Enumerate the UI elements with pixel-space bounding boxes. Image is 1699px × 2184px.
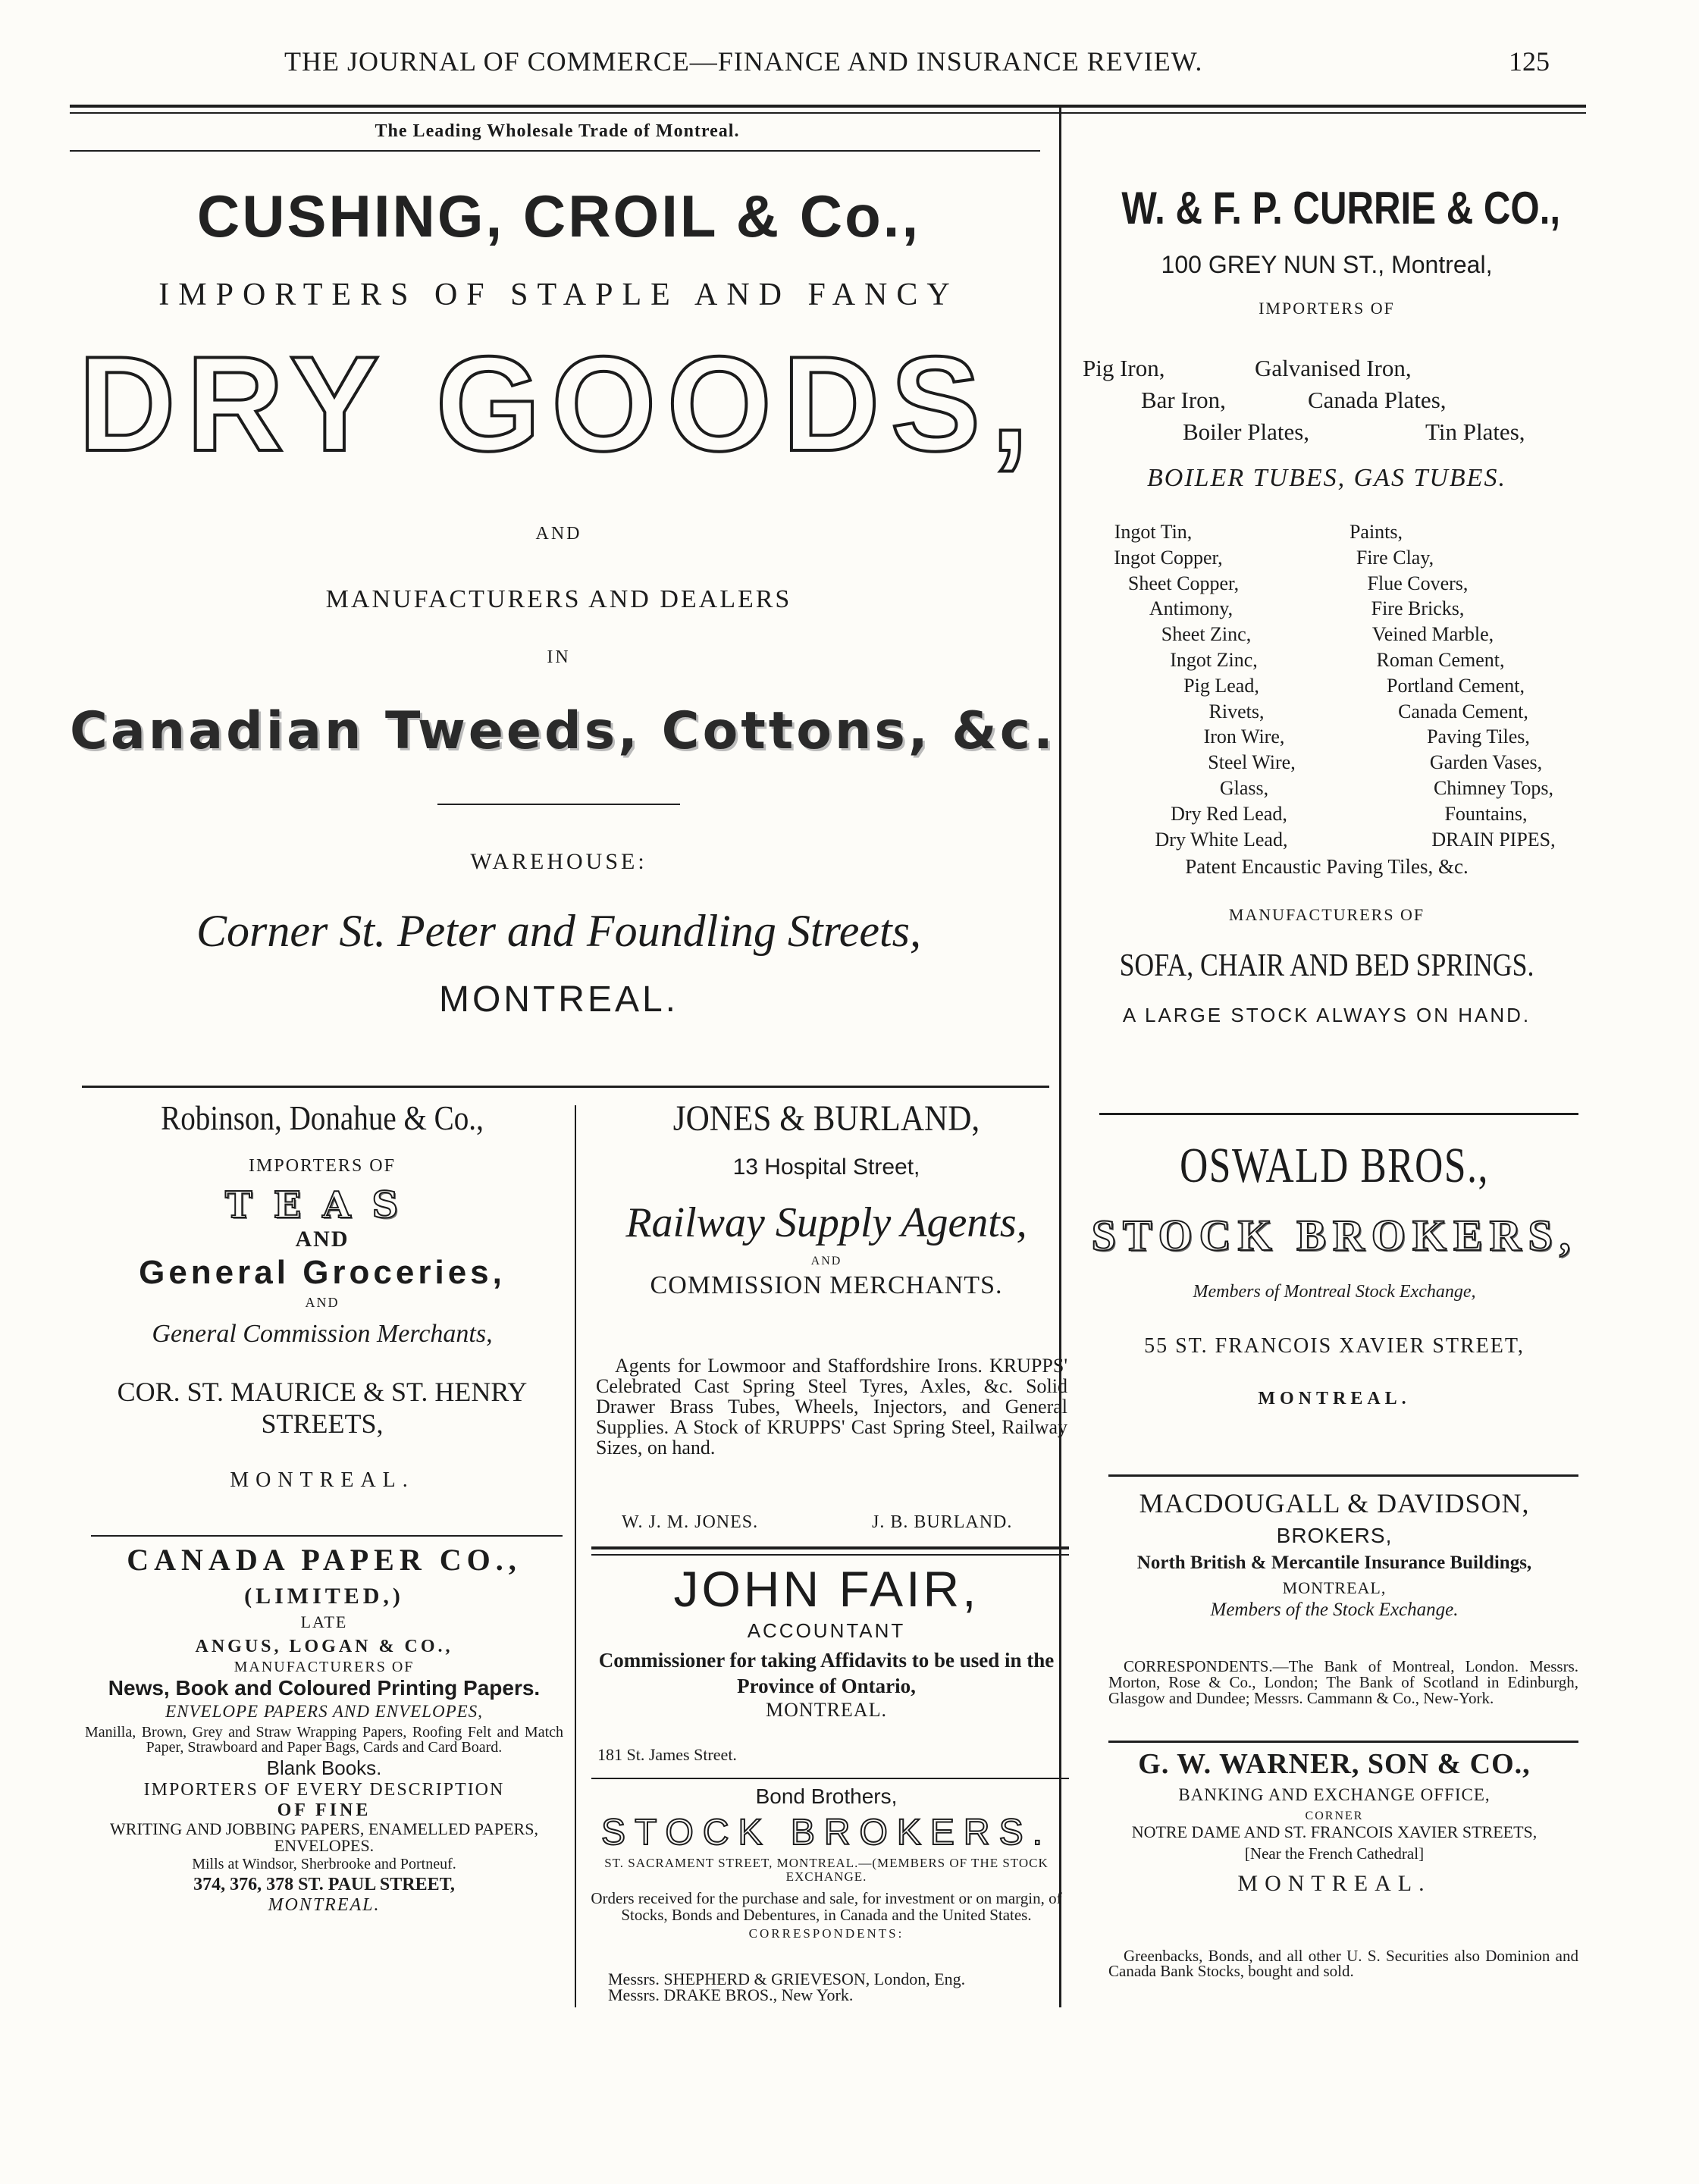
robinson-and2: AND bbox=[305, 1295, 340, 1310]
jones-name: JONES & BURLAND, bbox=[672, 1098, 980, 1139]
jones-sig-right: J. B. BURLAND. bbox=[872, 1512, 1013, 1532]
currie-galvanised: Galvanised Iron, bbox=[1255, 355, 1412, 381]
warner-corner: CORNER bbox=[1305, 1810, 1364, 1822]
currie-bottom-rule bbox=[1099, 1113, 1578, 1115]
currie-stock: A LARGE STOCK ALWAYS ON HAND. bbox=[1122, 1004, 1531, 1026]
currie-tiles: Patent Encaustic Paving Tiles, &c. bbox=[1185, 855, 1469, 878]
macdougall-correspondents: CORRESPONDENTS.—The Bank of Montreal, London. Messrs. Morton, Rose & Co., London; The Bank of Scotland in Edinburgh, Glasgow and Dundee; Messrs. Cammann & Co., New-York. bbox=[1108, 1657, 1578, 1707]
journal-title: THE JOURNAL OF COMMERCE—FINANCE AND INSURANCE REVIEW. bbox=[284, 46, 1203, 77]
john-fair-accountant: ACCOUNTANT bbox=[747, 1619, 906, 1642]
canada-paper-blank: Blank Books. bbox=[266, 1756, 382, 1779]
cushing-in: IN bbox=[547, 647, 571, 667]
oswald-city: MONTREAL. bbox=[1258, 1389, 1411, 1408]
page-number: 125 bbox=[1509, 46, 1550, 77]
cushing-line2: MANUFACTURERS AND DEALERS bbox=[325, 585, 792, 613]
oswald-bros-ad bbox=[1077, 1137, 1592, 1409]
list-item: Ingot Copper, bbox=[1114, 546, 1223, 569]
macdougall-buildings: North British & Mercantile Insurance Buildings, bbox=[1136, 1553, 1532, 1573]
list-item: Fountains, bbox=[1444, 802, 1528, 825]
canada-paper-name: CANADA PAPER CO., bbox=[127, 1543, 522, 1577]
currie-list-right bbox=[1327, 519, 1569, 852]
oswald-bottom-rule bbox=[1108, 1474, 1578, 1477]
list-item: Canada Cement, bbox=[1398, 700, 1528, 722]
list-item: Paving Tiles, bbox=[1427, 725, 1530, 748]
cushing-and: AND bbox=[535, 524, 582, 544]
cushing-line1: IMPORTERS OF STAPLE AND FANCY bbox=[158, 277, 959, 312]
list-item: Chimney Tops, bbox=[1433, 776, 1554, 799]
currie-ad bbox=[1077, 182, 1577, 318]
list-item: Fire Bricks, bbox=[1371, 597, 1465, 620]
cushing-dry-goods: DRY GOODS, bbox=[78, 328, 1039, 479]
robinson-name: Robinson, Donahue & Co., bbox=[161, 1098, 484, 1137]
warner-office: BANKING AND EXCHANGE OFFICE, bbox=[1178, 1785, 1491, 1804]
bond-correspondent-list bbox=[608, 1971, 965, 2003]
jones-bottom-rule-thin bbox=[591, 1554, 1069, 1556]
bond-orders: Orders received for the purchase and sale, for investment or on margin, of Stocks, Bonds and Debentures, in Canada and the United States. bbox=[591, 1889, 1062, 1924]
canada-paper-envelope: ENVELOPE PAPERS AND ENVELOPES, bbox=[165, 1702, 483, 1721]
oswald-name: OSWALD BROS., bbox=[1180, 1138, 1489, 1193]
canada-paper-street: 374, 376, 378 ST. PAUL STREET, bbox=[193, 1875, 455, 1894]
robinson-address: COR. ST. MAURICE & ST. HENRY STREETS, bbox=[117, 1377, 528, 1439]
robinson-importers: IMPORTERS OF bbox=[249, 1156, 396, 1176]
john-fair-city: MONTREAL. bbox=[766, 1699, 887, 1721]
jones-commission: COMMISSION MERCHANTS. bbox=[650, 1271, 1003, 1299]
list-item: Ingot Zinc, bbox=[1170, 648, 1258, 671]
currie-canada-plates: Canada Plates, bbox=[1308, 387, 1447, 413]
john-fair-ad bbox=[584, 1560, 1069, 1722]
warner-near: [Near the French Cathedral] bbox=[1244, 1844, 1425, 1863]
warner-streets: NOTRE DAME AND ST. FRANCOIS XAVIER STREETS, bbox=[1131, 1822, 1538, 1841]
canada-paper-news: News, Book and Coloured Printing Papers. bbox=[108, 1676, 541, 1700]
cushing-bottom-rule bbox=[82, 1086, 1049, 1088]
jones-address: 13 Hospital Street, bbox=[732, 1155, 920, 1180]
bond-correspondents: CORRESPONDENTS: bbox=[748, 1926, 904, 1941]
list-item: Dry Red Lead, bbox=[1171, 802, 1287, 825]
list-item: Paints, bbox=[1349, 521, 1403, 543]
list-item: Steel Wire, bbox=[1208, 751, 1296, 774]
cushing-goods: Canadian Tweeds, Cottons, &c. bbox=[70, 701, 1056, 761]
robinson-teas: TEAS bbox=[224, 1184, 420, 1227]
currie-tubes: BOILER TUBES, GAS TUBES. bbox=[1147, 464, 1506, 492]
jones-sig-left: W. J. M. JONES. bbox=[622, 1512, 759, 1532]
canada-paper-angus: ANGUS, LOGAN & CO., bbox=[195, 1637, 453, 1656]
list-item: Glass, bbox=[1219, 776, 1269, 799]
list-item: Portland Cement, bbox=[1387, 674, 1525, 697]
list-item: Pig Lead, bbox=[1183, 674, 1259, 697]
currie-importers: IMPORTERS OF bbox=[1259, 299, 1395, 318]
list-item: Sheet Zinc, bbox=[1161, 623, 1252, 646]
list-item: Sheet Copper, bbox=[1127, 572, 1240, 594]
top-rule-thin bbox=[70, 112, 1586, 114]
currie-bar-iron: Bar Iron, bbox=[1141, 387, 1226, 413]
jones-burland-ad bbox=[584, 1098, 1069, 1300]
warner-city: MONTREAL. bbox=[1237, 1871, 1431, 1896]
jones-and: AND bbox=[810, 1255, 842, 1267]
canada-paper-mills: Mills at Windsor, Sherbrooke and Portneuf. bbox=[192, 1856, 456, 1872]
column-divider-left bbox=[575, 1105, 576, 2007]
cushing-croil-ad bbox=[70, 182, 1056, 1020]
list-item: DRAIN PIPES, bbox=[1431, 828, 1556, 851]
list-item: Antimony, bbox=[1149, 597, 1233, 620]
jones-agents: Railway Supply Agents, bbox=[625, 1199, 1027, 1246]
section-subtitle: The Leading Wholesale Trade of Montreal. bbox=[375, 121, 740, 141]
currie-boiler-plates: Boiler Plates, bbox=[1183, 418, 1310, 445]
warner-ad bbox=[1077, 1747, 1592, 1897]
column-divider-right bbox=[1059, 105, 1061, 2007]
cushing-name: CUSHING, CROIL & Co., bbox=[196, 183, 921, 249]
canada-paper-fine: OF FINE bbox=[277, 1800, 371, 1820]
robinson-city: MONTREAL. bbox=[230, 1468, 415, 1492]
canada-paper-manilla: Manilla, Brown, Grey and Straw Wrapping Papers, Roofing Felt and Match Paper, Strawboard and Paper Bags, Cards and Card Board. bbox=[85, 1724, 563, 1756]
macdougall-davidson-ad bbox=[1077, 1487, 1592, 1621]
john-fair-name: JOHN FAIR, bbox=[673, 1561, 980, 1617]
robinson-ad bbox=[76, 1098, 569, 1493]
currie-manufacturers: MANUFACTURERS OF bbox=[1228, 905, 1425, 924]
currie-product-list bbox=[1077, 519, 1592, 883]
canada-paper-importers: IMPORTERS OF EVERY DESCRIPTION bbox=[143, 1780, 505, 1800]
bond-address: ST. SACRAMENT STREET, MONTREAL.—(MEMBERS OF THE STOCK EXCHANGE. bbox=[604, 1856, 1049, 1884]
list-item: Flue Covers, bbox=[1367, 572, 1469, 594]
robinson-commission: General Commission Merchants, bbox=[152, 1320, 493, 1348]
robinson-bottom-rule bbox=[91, 1535, 563, 1537]
list-item: Messrs. DRAKE BROS., New York. bbox=[608, 1985, 854, 2004]
john-fair-bottom-rule bbox=[591, 1778, 1069, 1779]
list-item: Messrs. SHEPHERD & GRIEVESON, London, Eng. bbox=[608, 1969, 966, 1988]
list-item: Dry White Lead, bbox=[1155, 828, 1288, 851]
bond-brothers-ad bbox=[584, 1784, 1069, 1941]
macdougall-brokers: BROKERS, bbox=[1276, 1524, 1393, 1547]
list-item: Veined Marble, bbox=[1371, 623, 1494, 646]
macdougall-bottom-rule bbox=[1108, 1741, 1578, 1743]
john-fair-commissioner: Commissioner for taking Affidavits to be used in the Province of Ontario, bbox=[598, 1649, 1055, 1697]
cushing-city: MONTREAL. bbox=[438, 979, 679, 1020]
currie-pig-iron: Pig Iron, bbox=[1083, 355, 1165, 381]
jones-bottom-rule bbox=[591, 1546, 1069, 1549]
robinson-and: AND bbox=[295, 1227, 350, 1252]
canada-paper-manufacturers: MANUFACTURERS OF bbox=[234, 1659, 415, 1675]
oswald-address: 55 ST. FRANCOIS XAVIER STREET, bbox=[1144, 1334, 1525, 1358]
list-item: Fire Clay, bbox=[1356, 546, 1434, 569]
list-item: Rivets, bbox=[1208, 700, 1265, 722]
warner-name: G. W. WARNER, SON & CO., bbox=[1138, 1748, 1531, 1780]
canada-paper-late: LATE bbox=[300, 1612, 348, 1631]
list-item: Iron Wire, bbox=[1203, 725, 1285, 748]
macdougall-name: MACDOUGALL & DAVIDSON, bbox=[1139, 1488, 1530, 1518]
currie-springs: SOFA, CHAIR AND BED SPRINGS. bbox=[1119, 948, 1534, 983]
list-item: Ingot Tin, bbox=[1114, 521, 1193, 543]
canada-paper-ad bbox=[76, 1542, 572, 1916]
top-rule-thick bbox=[70, 105, 1586, 108]
currie-name: W. & F. P. CURRIE & CO., bbox=[1121, 183, 1561, 233]
canada-paper-city: MONTREAL. bbox=[268, 1895, 381, 1915]
jones-body: Agents for Lowmoor and Staffordshire Irons. KRUPPS' Celebrated Cast Spring Steel Tyres, Axles, &c. Solid Drawer Brass Tubes, Wheels, Injectors, and General Supplies. A Stock of KRUPPS' Cast Spring Steel, Railway Sizes, on hand. bbox=[596, 1355, 1067, 1459]
macdougall-members: Members of the Stock Exchange. bbox=[1210, 1600, 1459, 1620]
cushing-address: Corner St. Peter and Foundling Streets, bbox=[196, 906, 921, 956]
oswald-title: STOCK BROKERS, bbox=[1091, 1211, 1578, 1260]
oswald-members: Members of Montreal Stock Exchange, bbox=[1193, 1282, 1476, 1302]
cushing-warehouse: WAREHOUSE: bbox=[470, 849, 647, 874]
list-item: Roman Cement, bbox=[1376, 648, 1505, 671]
robinson-groceries: General Groceries, bbox=[139, 1254, 506, 1291]
canada-paper-writing: WRITING AND JOBBING PAPERS, ENAMELLED PAPERS, ENVELOPES. bbox=[110, 1819, 538, 1855]
bond-title: STOCK BROKERS. bbox=[601, 1813, 1052, 1853]
warner-body: Greenbacks, Bonds, and all other U. S. Securities also Dominion and Canada Bank Stocks, bought and sold. bbox=[1108, 1947, 1578, 1980]
john-fair-street: 181 St. James Street. bbox=[597, 1745, 737, 1764]
cushing-rule bbox=[437, 804, 680, 805]
subtitle-rule bbox=[70, 150, 1040, 152]
bond-name: Bond Brothers, bbox=[755, 1784, 898, 1808]
currie-address: 100 GREY NUN ST., Montreal, bbox=[1161, 251, 1493, 278]
canada-paper-limited: (LIMITED,) bbox=[244, 1584, 404, 1609]
list-item: Garden Vases, bbox=[1429, 751, 1543, 774]
macdougall-city: MONTREAL, bbox=[1282, 1578, 1387, 1597]
currie-tin-plates: Tin Plates, bbox=[1425, 418, 1525, 445]
